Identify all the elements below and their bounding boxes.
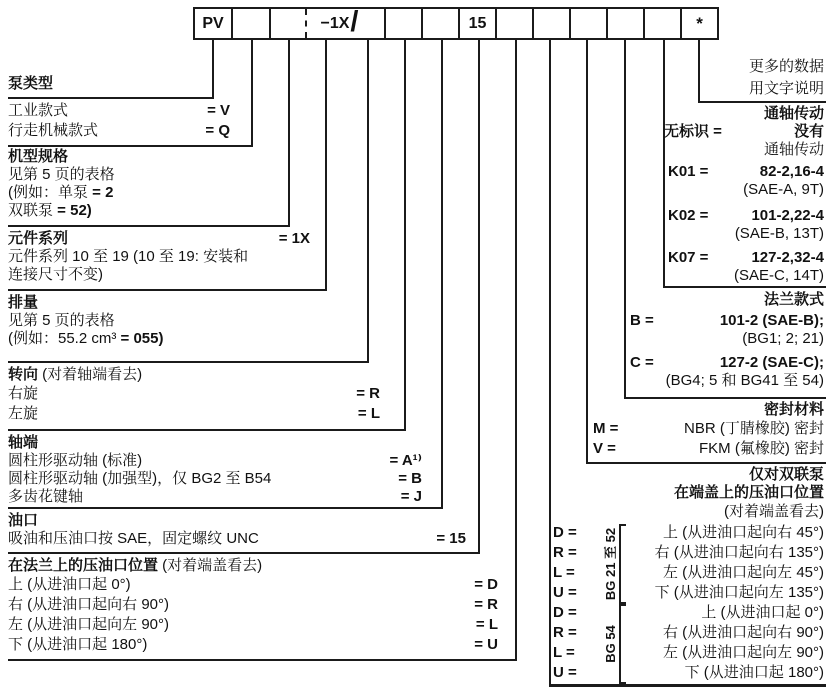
row-value: 101-2,22-4 (751, 207, 824, 224)
group-bracket (619, 524, 626, 604)
heading-text: 在法兰上的压油口位置 (8, 557, 159, 574)
group-range-label: BG 21 至 52 (603, 527, 618, 601)
row-code: L = (553, 644, 575, 661)
row-value: 右 (从进油口起向右 135°) (654, 544, 824, 561)
row-code: C = (630, 354, 654, 371)
row-label: 工业款式 (8, 102, 69, 119)
connector-line (624, 397, 826, 399)
connector-line (478, 40, 480, 554)
connector-line (404, 40, 406, 431)
row-label: 左旋 (8, 405, 39, 422)
row-label: 左 (从进油口起向左 90°) (8, 616, 170, 633)
connector-line (8, 507, 443, 509)
code-box-rotation (386, 9, 423, 38)
row-label: 右旋 (8, 385, 39, 402)
row-label (8, 203, 92, 219)
row-code: = U (474, 636, 498, 653)
row-value: 没有 (793, 123, 824, 140)
code-box-seal (571, 9, 608, 38)
connector-line (325, 40, 327, 291)
row-label (8, 185, 113, 201)
row-code: U = (553, 664, 577, 681)
connector-line (698, 40, 700, 103)
connector-line (549, 684, 826, 687)
code-box-ports (460, 9, 497, 38)
row-code: B = (630, 312, 654, 329)
row-code: U = (553, 584, 577, 601)
row-value: 127-2,32-4 (751, 249, 824, 266)
row-code: = R (356, 385, 380, 402)
row-code: = 055) (120, 330, 164, 347)
code-star-text: * (696, 13, 703, 33)
row-code: = Q (205, 122, 230, 139)
row-label: 行走机械款式 (8, 122, 99, 139)
section-heading-rotation (8, 367, 142, 383)
row-note: (SAE-C, 14T) (733, 267, 824, 284)
code-series-text: −1X (320, 14, 350, 32)
connector-line (549, 40, 551, 686)
row-label: 下 (从进油口起 180°) (8, 636, 148, 653)
heading-text: 转向 (8, 366, 39, 383)
code-box-cover-port (534, 9, 571, 38)
code-box-flange-type (608, 9, 645, 38)
connector-line (212, 40, 214, 99)
code-box-star (682, 9, 717, 38)
row-value: 通轴传动 (763, 141, 824, 158)
code-box-flange-port (497, 9, 534, 38)
row-value: 82-2,16-4 (759, 163, 824, 180)
row-note: (SAE-A, 9T) (743, 181, 824, 198)
connector-line (663, 286, 826, 288)
row-label: 连接尺寸不变) (8, 266, 103, 283)
more-data-line: 更多的数据 (748, 58, 824, 75)
row-code: L = (553, 564, 575, 581)
code-slash: / (350, 5, 359, 38)
section-heading-series: 元件系列 (8, 230, 69, 247)
connector-line (515, 40, 517, 661)
row-label: 圆柱形驱动轴 (加强型)，仅 BG2 至 B54 (8, 470, 272, 487)
group-bracket (619, 604, 626, 684)
code-prefix-text: PV (202, 14, 224, 32)
section-heading-flange-port (8, 558, 262, 574)
row-code: D = (553, 604, 577, 621)
row-code: K02 = (668, 207, 709, 224)
connector-line (288, 40, 290, 227)
code-box-prefix (195, 9, 233, 38)
row-value: 右 (从进油口起向右 90°) (662, 624, 824, 641)
row-text: (例如：55.2 cm³ (8, 330, 121, 347)
row-code: = 52) (57, 202, 92, 219)
code-ports-text: 15 (468, 14, 487, 32)
connector-line (698, 101, 826, 103)
row-value: 左 (从进油口起向左 90°) (662, 644, 824, 661)
row-code: = A¹⁾ (389, 452, 422, 469)
row-label: 元件系列 10 至 19 (10 至 19: 安装和 (8, 248, 249, 265)
row-label: 圆柱形驱动轴 (标准) (8, 452, 143, 469)
code-box-through-drive (645, 9, 682, 38)
row-label: 右 (从进油口起向右 90°) (8, 596, 170, 613)
row-value: 左 (从进油口起向左 45°) (662, 564, 824, 581)
model-code-row (193, 7, 719, 40)
row-text: 双联泵 (8, 202, 58, 219)
row-code: = 1X (278, 230, 310, 247)
connector-line (8, 225, 290, 227)
row-value: 下 (从进油口起向左 135°) (654, 584, 824, 601)
section-heading-cover-port: 在端盖上的压油口位置 (673, 484, 824, 501)
group-range-label: BG 54 (603, 625, 618, 663)
section-heading-flange-type: 法兰款式 (763, 291, 824, 308)
row-label: 上 (从进油口起 0°) (8, 576, 131, 593)
row-code: = 2 (92, 184, 114, 201)
more-data-line: 用文字说明 (748, 80, 824, 97)
row-code: = D (474, 576, 498, 593)
connector-line (441, 40, 443, 509)
code-box-pump-type (233, 9, 271, 38)
section-heading-cover-port: 仅对双联泵 (748, 466, 824, 483)
section-heading-through-drive: 通轴传动 (763, 105, 824, 122)
row-label: 见第 5 页的表格 (8, 166, 115, 183)
section-heading-shaft-end: 轴端 (8, 434, 39, 451)
section-heading-pump-type: 泵类型 (8, 75, 54, 92)
row-note: (SAE-B, 13T) (734, 225, 824, 242)
row-code: K07 = (668, 249, 709, 266)
row-value: 下 (从进油口起 180°) (684, 664, 824, 681)
row-code: = L (475, 616, 498, 633)
code-box-series (271, 5, 386, 38)
connector-line (8, 289, 327, 291)
row-code: D = (553, 524, 577, 541)
row-note: (BG4; 5 和 BG41 至 54) (665, 372, 824, 389)
connector-line (8, 659, 517, 661)
row-label: 见第 5 页的表格 (8, 312, 115, 329)
row-code: R = (553, 624, 577, 641)
dashed-divider (305, 9, 307, 38)
connector-line (8, 361, 369, 363)
connector-line (251, 40, 253, 147)
row-code: = 15 (436, 530, 466, 547)
row-label: 吸油和压油口按 SAE，固定螺纹 UNC (8, 530, 259, 547)
connector-line (624, 40, 626, 399)
row-code: = L (357, 405, 380, 422)
row-value: 上 (从进油口起向右 45°) (662, 524, 824, 541)
heading-note: (对着端盖看去) (158, 557, 263, 574)
row-code: = J (400, 488, 422, 505)
section-heading-frame-size: 机型规格 (8, 148, 69, 165)
connector-line (586, 40, 588, 464)
connector-line (8, 552, 480, 554)
row-code: R = (553, 544, 577, 561)
row-label (8, 331, 163, 347)
row-code: V = (593, 440, 616, 457)
row-value: 上 (从进油口起 0°) (701, 604, 824, 621)
section-heading-displacement: 排量 (8, 294, 39, 311)
row-label: 多齿花键轴 (8, 488, 84, 505)
row-value: NBR (丁腈橡胶) 密封 (684, 420, 824, 437)
row-note: (BG1; 2; 21) (742, 330, 824, 347)
connector-line (8, 145, 253, 147)
row-code: = V (207, 102, 230, 119)
connector-line (8, 429, 406, 431)
section-heading-ports: 油口 (8, 512, 39, 529)
connector-line (367, 40, 369, 363)
heading-note: (对着轴端看去) (38, 366, 143, 383)
row-code: K01 = (668, 163, 709, 180)
row-code: = B (398, 470, 422, 487)
connector-line (586, 462, 826, 464)
code-box-shaft-end (423, 9, 460, 38)
row-text: (例如：单泵 (8, 184, 93, 201)
connector-line (663, 40, 665, 288)
connector-line (8, 97, 214, 99)
row-value: 127-2 (SAE-C); (719, 354, 824, 371)
row-code: = R (474, 596, 498, 613)
row-value: FKM (氟橡胶) 密封 (699, 440, 824, 457)
row-value: 101-2 (SAE-B); (719, 312, 824, 329)
row-code: 无标识 = (664, 123, 722, 140)
section-heading-seal: 密封材料 (763, 401, 824, 418)
row-code: M = (593, 420, 619, 437)
section-note: (对着端盖看去) (724, 503, 824, 520)
